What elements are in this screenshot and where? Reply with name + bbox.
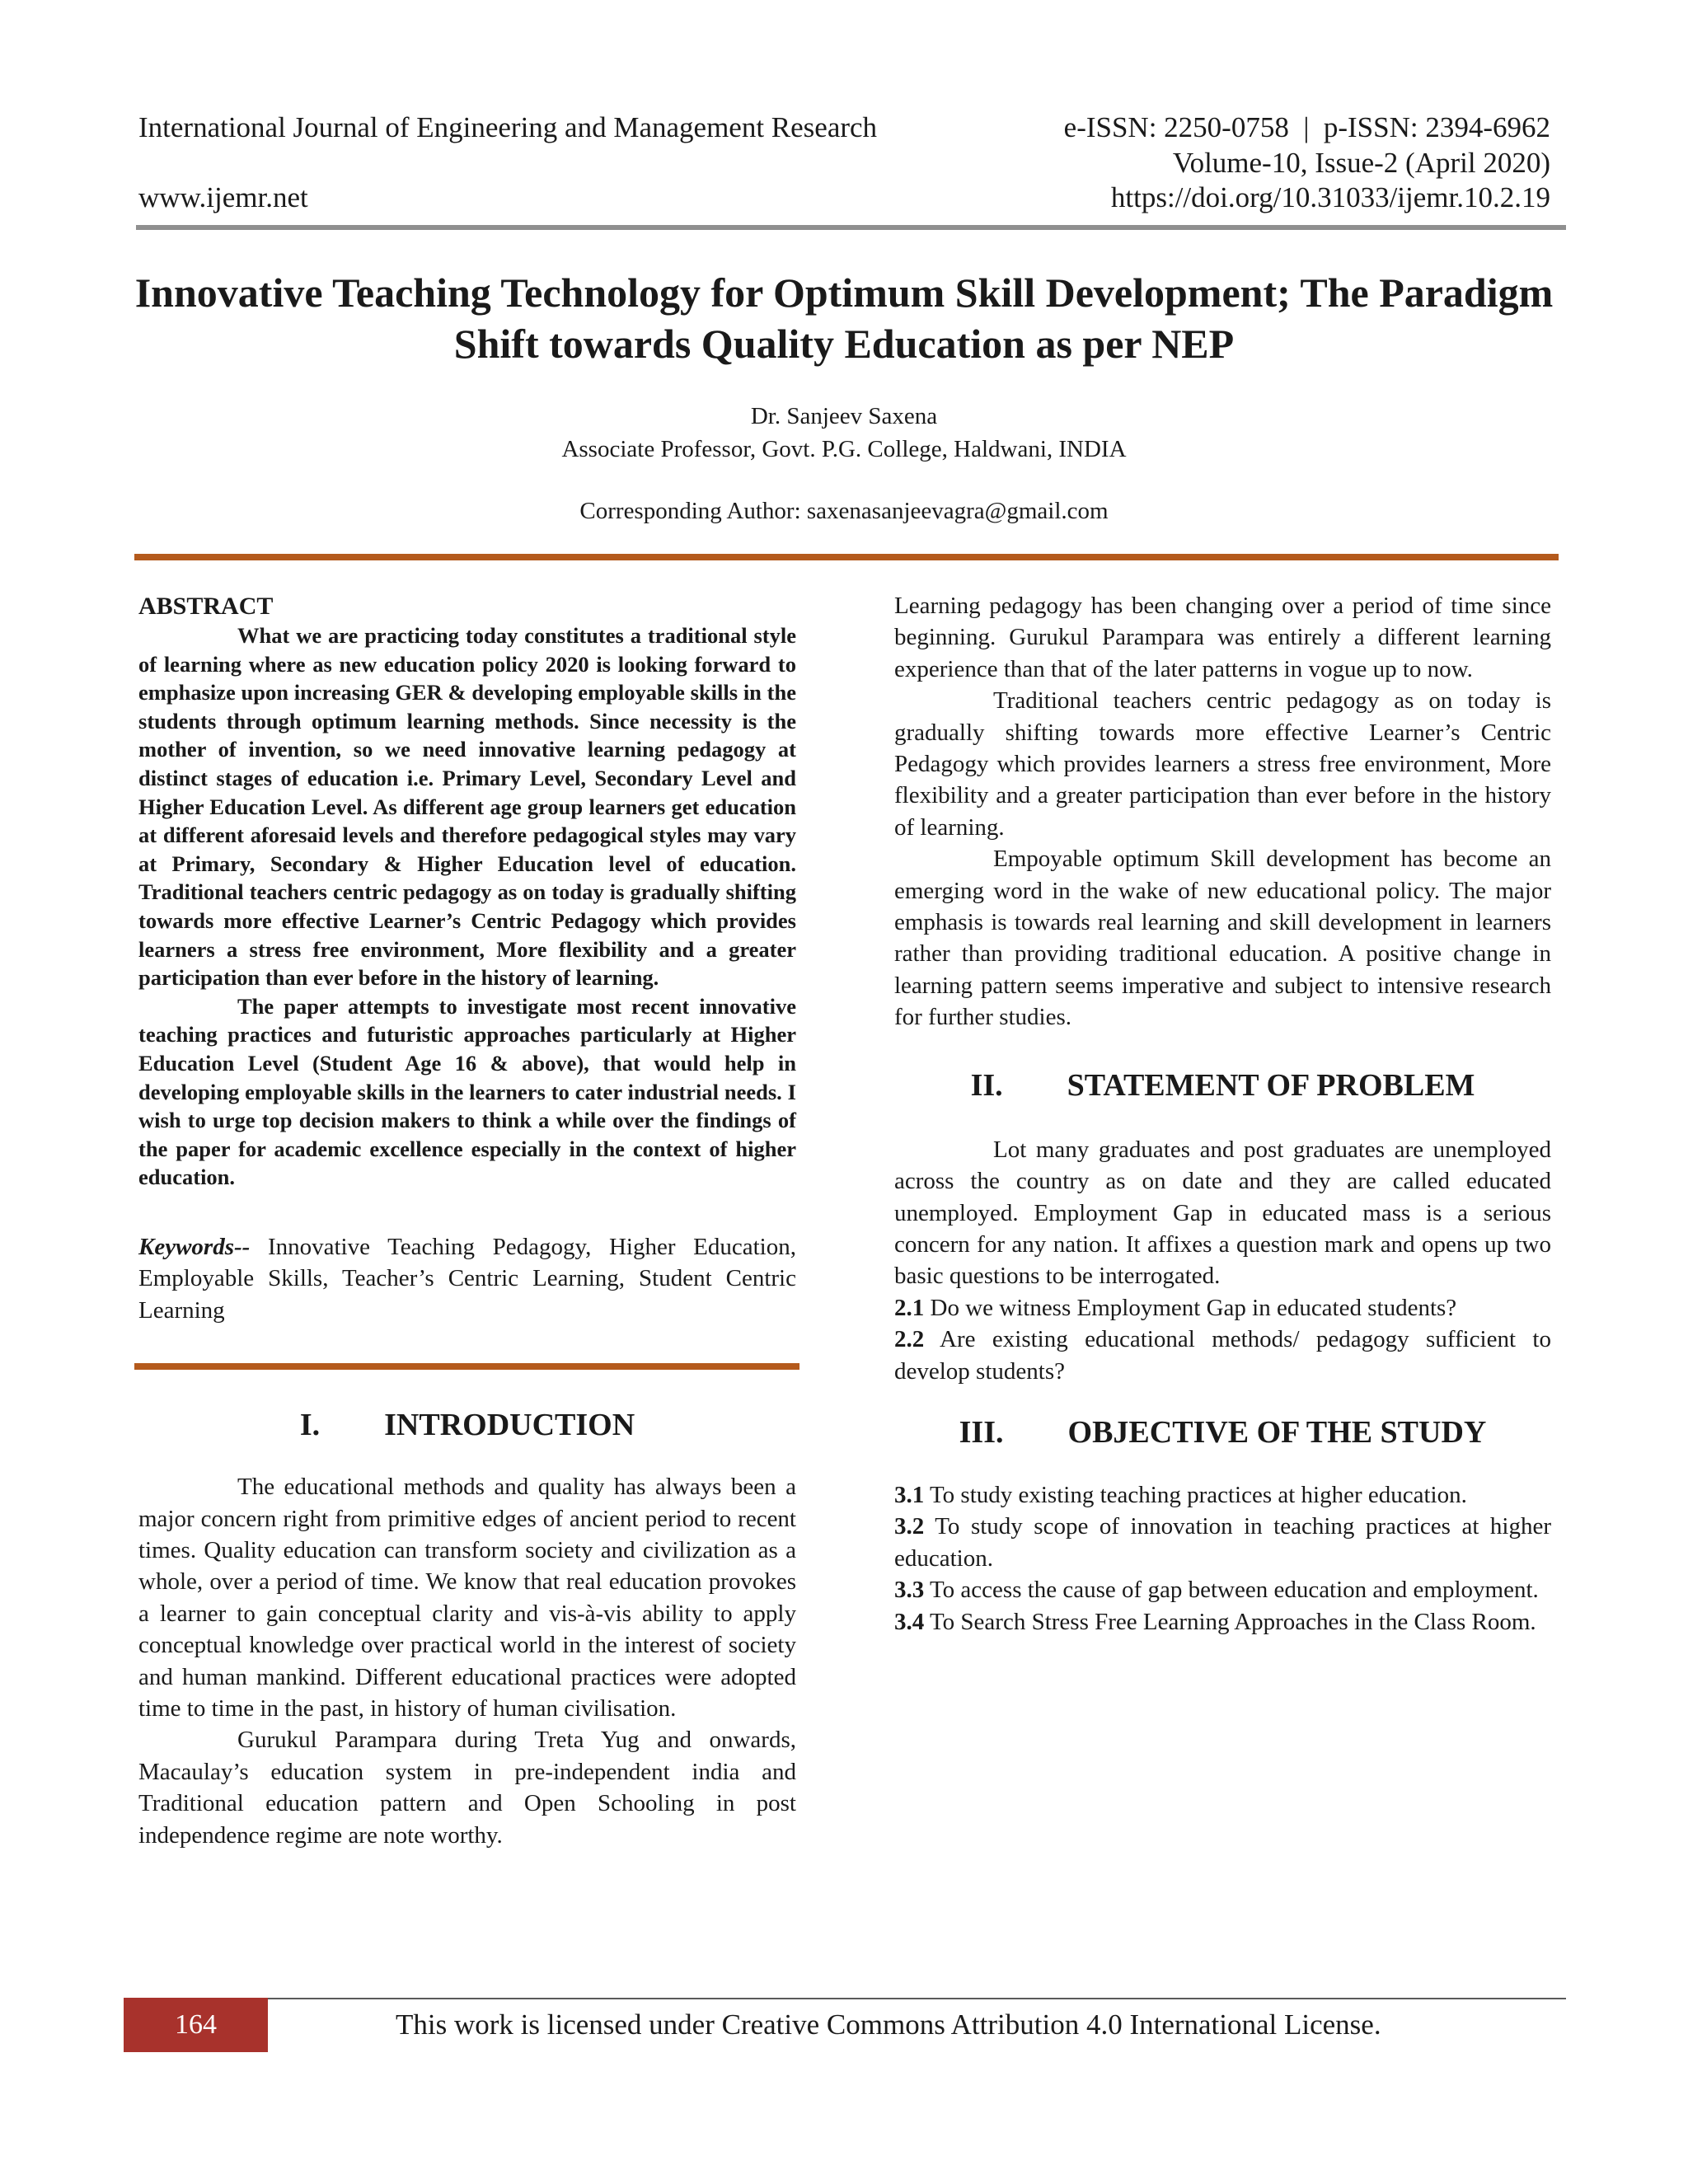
section-title: INTRODUCTION <box>384 1408 635 1443</box>
author-affiliation: Associate Professor, Govt. P.G. College, Haldwani, INDIA <box>561 436 1127 462</box>
intro-paragraph: The educational methods and quality has always been a major concern right from primitive edges of ancient period to recent times. Quality education can transform society and civilization as a whole, over a period of time. We know that real education provokes a learner to gain conceptual clarity and vis-à-vis ability to apply conceptual knowledge over practical world in the interest of society and human mankind. Different educational practices were adopted time to time in the past, in history of human civilisation. <box>138 1474 796 1722</box>
right-column <box>894 592 1551 1638</box>
intro-paragraph: Learning pedagogy has been changing over a period of time since beginning. Gurukul Parampara was entirely a different learning experience than that of the later patterns in vogue up to now. <box>894 593 1551 682</box>
paper-title: Innovative Teaching Technology for Optimum Skill Development; The Paradigm Shift towards Quality Education as per NEP <box>134 269 1554 367</box>
question-item: 2.1 Do we witness Employment Gap in educated students? <box>894 1294 1457 1321</box>
intro-paragraph: Gurukul Parampara during Treta Yug and onwards, Macaulay’s education system in pre-independent india and Traditional education pattern and Open Schooling in post independence regime are note worthy. <box>138 1727 796 1849</box>
keywords-rule <box>134 1363 799 1370</box>
objective-item: 3.4 To Search Stress Free Learning Approaches in the Class Room. <box>894 1608 1536 1635</box>
abstract-heading: ABSTRACT <box>138 593 274 620</box>
doi-link[interactable]: https://doi.org/10.31033/ijemr.10.2.19 <box>1110 181 1550 213</box>
question-item: 2.2 Are existing educational methods/ pedagogy sufficient to develop students? <box>894 1326 1551 1385</box>
header-rule <box>136 225 1566 230</box>
section-number: III. <box>959 1414 1004 1450</box>
section-heading-problem <box>894 1066 1551 1104</box>
journal-name: International Journal of Engineering and Management Research <box>138 111 878 143</box>
objective-list <box>894 1479 1551 1638</box>
intro-paragraph: Empoyable optimum Skill development has become an emerging word in the wake of new educational policy. The major emphasis is towards real learning and skill development in learners rather than providing traditional education. A positive change in learning pattern seems imperative and subject to intensive research for further studies. <box>894 846 1551 1031</box>
journal-website[interactable]: www.ijemr.net <box>138 181 308 213</box>
title-rule <box>134 554 1559 560</box>
left-column <box>138 592 796 1851</box>
footer-rule <box>124 1998 1566 1999</box>
section-number: II. <box>970 1067 1003 1103</box>
corresponding-author: Corresponding Author: saxenasanjeevagra@gmail.com <box>579 498 1109 524</box>
author-name: Dr. Sanjeev Saxena <box>750 403 938 429</box>
keywords <box>138 1231 796 1326</box>
intro-paragraph: Traditional teachers centric pedagogy as on today is gradually shifting towards more effective Learner’s Centric Pedagogy which provides learners a stress free environment, More flexibility and a greater participation than ever before in the history of learning. <box>894 687 1551 841</box>
issn: e-ISSN: 2250-0758 | p-ISSN: 2394-6962 <box>1063 111 1550 143</box>
keywords-text: Innovative Teaching Pedagogy, Higher Education, Employable Skills, Teacher’s Centric Learning, Student Centric Learning <box>138 1233 796 1324</box>
section-heading-objective <box>894 1413 1551 1451</box>
objective-item: 3.3 To access the cause of gap between education and employment. <box>894 1577 1539 1604</box>
section-title: OBJECTIVE OF THE STUDY <box>1067 1414 1487 1450</box>
section-heading-introduction <box>138 1406 796 1444</box>
abstract-paragraph: The paper attempts to investigate most recent innovative teaching practices and futuristic approaches particularly at Higher Education Level (Student Age 16 & above), that would help in developing employable skills in the learners to cater industrial needs. I wish to urge top decision makers to think a while over the findings of the paper for academic excellence especially in the context of higher education. <box>138 993 796 1190</box>
objective-item: 3.2 To study scope of innovation in teaching practices at higher education. <box>894 1513 1551 1572</box>
section-number: I. <box>299 1408 321 1443</box>
page-number: 164 <box>124 1998 268 2052</box>
keywords-label: Keywords-- <box>138 1233 251 1260</box>
volume-issue: Volume-10, Issue-2 (April 2020) <box>1172 147 1550 179</box>
section-title: STATEMENT OF PROBLEM <box>1067 1067 1475 1103</box>
objective-item: 3.1 To study existing teaching practices at higher education. <box>894 1481 1467 1508</box>
abstract-paragraph: What we are practicing today constitutes a traditional style of learning where as new education policy 2020 is looking forward to emphasize upon increasing GER & developing employable skills in the students through optimum learning methods. Since necessity is the mother of invention, so we need innovative learning pedagogy at distinct stages of education i.e. Primary Level, Secondary Level and Higher Education Level. As different age group learners get education at different aforesaid levels and therefore pedagogical styles may vary at Primary, Secondary & Higher Education level of education. Traditional teachers centric pedagogy as on today is gradually shifting towards more effective Learner’s Centric Pedagogy which provides learners a stress free environment, More flexibility and a greater participation than ever before in the history of learning. <box>138 623 796 991</box>
license-notice: This work is licensed under Creative Commons Attribution 4.0 International License. <box>396 2008 1381 2041</box>
problem-paragraph: Lot many graduates and post graduates are unemployed across the country as on date and they are called educated unemployed. Employment Gap in educated mass is a serious concern for any nation. It affixes a question mark and opens up two basic questions to be interrogated. <box>894 1136 1551 1290</box>
